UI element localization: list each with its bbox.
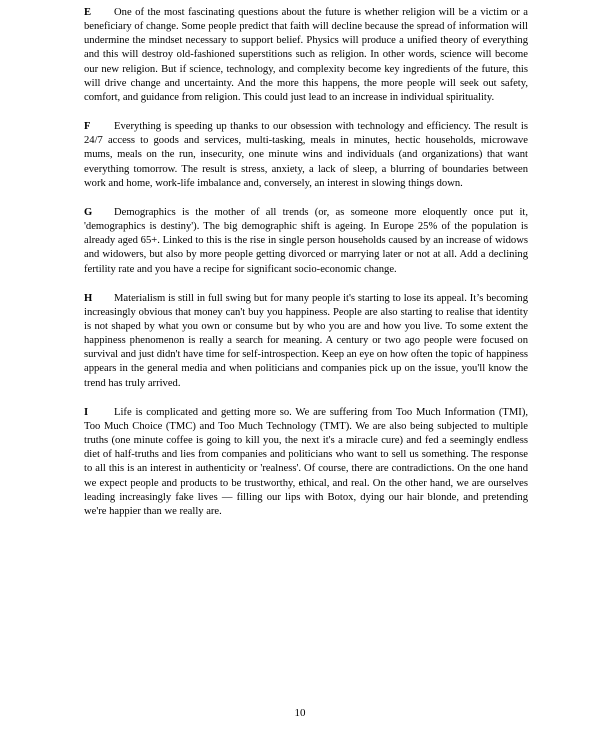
paragraph-h: [84, 292, 528, 391]
paragraph-f: [84, 120, 528, 191]
paragraph-text: Demographics is the mother of all trends (or, as someone more eloquently once put it, 'demographics is destiny'). The big demographic shift is ageing. In Europe 25% of the population is already aged 65+. Linked to this is the rise in single person households caused by an increase of widows and widowers, but also by more people getting divorced or marrying later or not at all. Add a declining fertility rate and you have a recipe for significant socio-economic change.: [84, 206, 528, 275]
paragraph-text: Materialism is still in full swing but for many people it's starting to lose its appeal. It’s becoming increasingly obvious that money can't buy you happiness. People are also starting to realise that identity is not shaped by what you own or consume but by who you are and how you live. To some extent the happiness phenomenon is really a search for meaning. A century or two ago people were focused on survival and just didn't have time for self-introspection. Keep an eye on how often the topic of happiness appears in the general media and when politicians and companies pick up on the issue, you'll know the trend has truly arrived.: [84, 292, 528, 389]
document-body: [84, 6, 528, 534]
paragraph-text: Life is complicated and getting more so. We are suffering from Too Much Information (TMI), Too Much Choice (TMC) and Too Much Technology (TMT). We are also being subjected to multiple truths (one minute coffee is going to kill you, the next it's a miracle cure) and fed a seemingly endless diet of half-truths and lies from companies and politicians who want to sell us something. The response to all this is an interest in authenticity or 'realness'. Of course, there are contradictions. On the one hand we expect people and products to be trustworthy, ethical, and real. On the other hand, we are ourselves leading increasingly fake lives — filling our lips with Botox, dying our hair blonde, and pretending we're happier than we really are.: [84, 406, 528, 517]
paragraph-letter: F: [84, 121, 91, 133]
paragraph-letter: G: [84, 206, 93, 218]
paragraph-letter: E: [84, 7, 92, 18]
paragraph-letter: I: [84, 406, 89, 418]
paragraph-e: [84, 6, 528, 105]
paragraph-i: [84, 406, 528, 519]
paragraph-text: Everything is speeding up thanks to our obsession with technology and efficiency. The result is 24/7 access to goods and services, multi-tasking, meals in minutes, hectic households, microwave mums, meals on the run, insecurity, one minute wins and individuals (and organizations) that want everything tomorrow. The result is stress, anxiety, a lack of sleep, a blurring of boundaries between work and home, work-life imbalance and, conversely, an interest in slowing things down.: [84, 121, 528, 189]
paragraph-text: One of the most fascinating questions about the future is whether religion will be a victim or a beneficiary of change. Some people predict that faith will decline because the spread of information will undermine the mindset necessary to support belief. Physics will produce a unified theory of everything and this will destroy old-fashioned superstitions such as religion. In other words, science will become our new religion. But if science, technology, and complexity become key ingredients of the future, this will drive change and uncertainty. And the more this happens, the more people will seek out safety, comfort, and guidance from religion. This could just lead to an increase in individual spirituality.: [84, 7, 528, 103]
paragraph-letter: H: [84, 292, 93, 304]
paragraph-g: [84, 206, 528, 277]
page-number: 10: [294, 707, 306, 719]
